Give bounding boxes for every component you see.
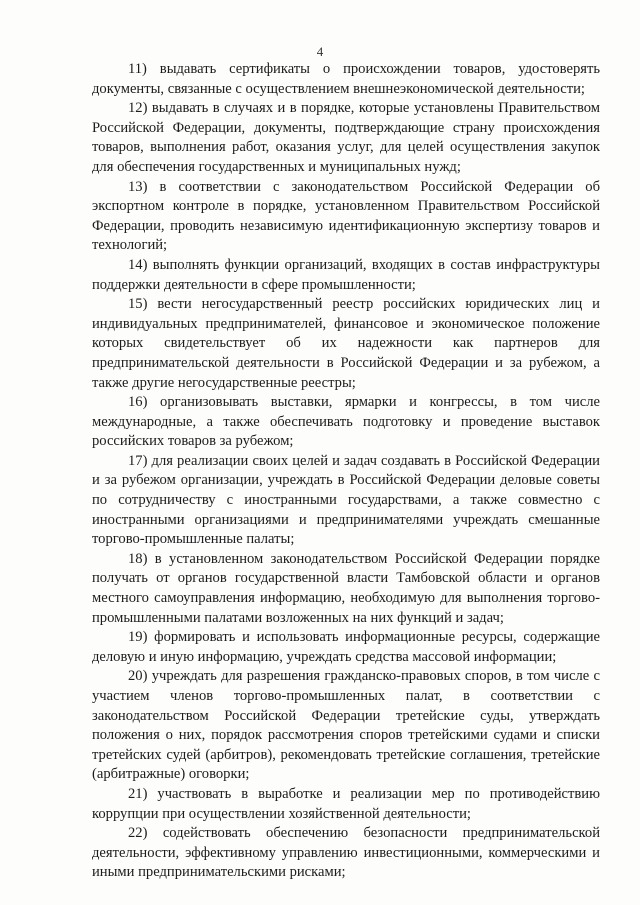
paragraph-item-21: 21) участвовать в выработке и реализации мер по противодействию коррупции при осуществлении хозяйственной деятельности; <box>92 785 600 822</box>
paragraph-item-15: 15) вести негосударственный реестр российских юридических лиц и индивидуальных предпринимателей, финансовое и экономическое положение которых свидетельствует об их надежности как партнеров для предпринимательской деятельности в Российской Федерации и за рубежом, а также другие негосударственные реестры; <box>92 296 600 391</box>
paragraph-item-19: 19) формировать и использовать информационные ресурсы, содержащие деловую и иную информацию, учреждать средства массовой информации; <box>92 629 600 665</box>
paragraph-item-18: 18) в установленном законодательством Российской Федерации порядке получать от органов государственной власти Тамбовской области и органов местного самоуправления информацию, необходимую для выполнения торгово-промышленными палатами возложенных на них функций и задач; <box>92 550 600 626</box>
paragraph-item-12: 12) выдавать в случаях и в порядке, которые установлены Правительством Российской Федерации, документы, подтверждающие страну происхождения товаров, выполнения работ, оказания услуг, для целей осуществления закупок для обеспечения государственных и муниципальных нужд; <box>92 100 600 175</box>
paragraph-item-13: 13) в соответствии с законодательством Российской Федерации об экспортном контроле в порядке, установленном Правительством Российской Федерации, проводить независимую идентификационную экспертизу товаров и технологий; <box>92 178 600 254</box>
paragraph-item-17: 17) для реализации своих целей и задач создавать в Российской Федерации и за рубежом организации, учреждать в Российской Федерации деловые советы по сотрудничеству с иностранными государствами, а также совместно с иностранными организациями и предпринимателями учреждать смешанные торгово-промышленные палаты; <box>92 452 600 548</box>
paragraph-item-11: 11) выдавать сертификаты о происхождении товаров, удостоверять документы, связанные с осуществлением внешнеэкономической деятельности; <box>92 61 600 97</box>
paragraph-item-20: 20) учреждать для разрешения гражданско-правовых споров, в том числе с участием членов торгово-промышленных палат, в соответствии с законодательством Российской Федерации третейские суды, утверждать положения о них, порядок рассмотрения споров третейскими судами и списки третейских судей (арбитров), рекомендовать третейские соглашения, третейские (арбитражные) оговорки; <box>92 668 600 783</box>
paragraph-item-22: 22) содействовать обеспечению безопасности предпринимательской деятельности, эффективному управлению инвестиционными, коммерческими и иными предпринимательскими рисками; <box>92 825 600 881</box>
paragraph-item-16: 16) организовывать выставки, ярмарки и конгрессы, в том числе международные, а также обеспечивать подготовку и проведение выставок российских товаров за рубежом; <box>92 394 600 450</box>
paragraph-item-14: 14) выполнять функции организаций, входящих в состав инфраструктуры поддержки деятельности в сфере промышленности; <box>92 256 600 293</box>
page-number: 4 <box>316 44 324 59</box>
document-body <box>92 60 600 883</box>
